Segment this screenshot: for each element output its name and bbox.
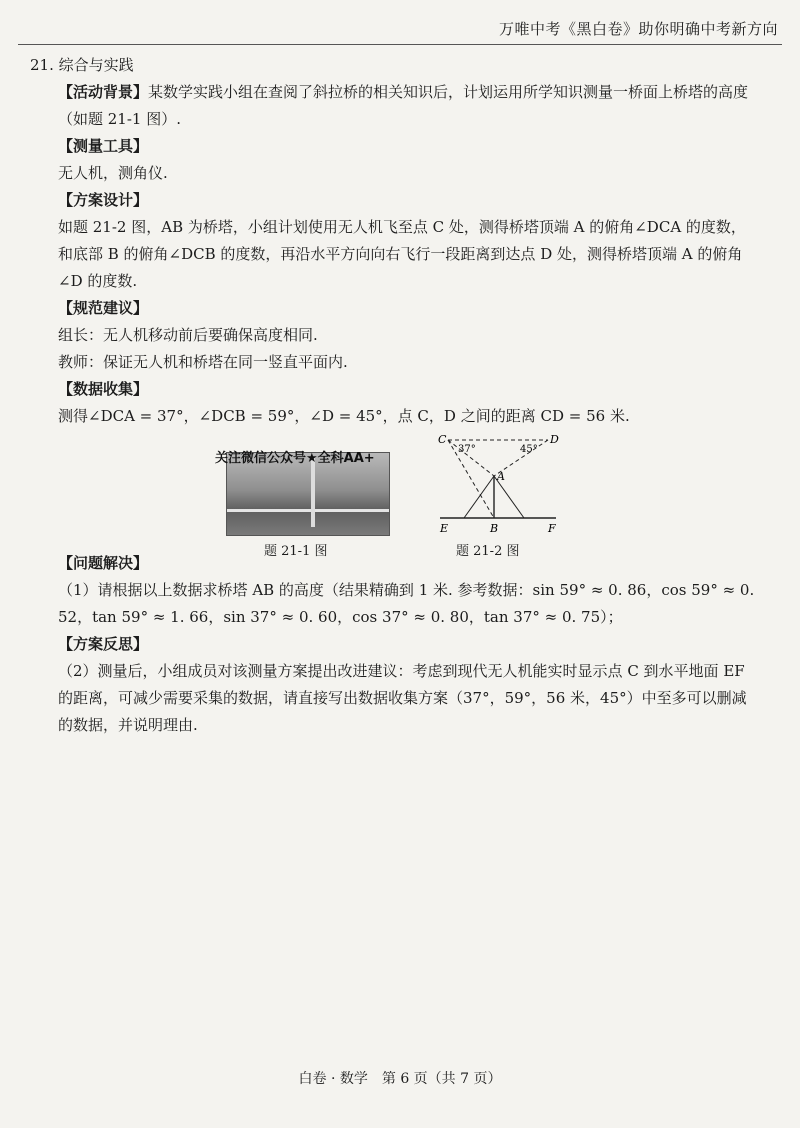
rules-teacher: 教师：保证无人机和桥塔在同一竖直平面内. (58, 353, 348, 371)
data-label: 【数据收集】 (58, 380, 149, 398)
label-D: D (550, 433, 559, 446)
label-A: A (497, 470, 505, 483)
background-paragraph (58, 79, 758, 133)
figures-row (58, 432, 758, 559)
design-text: 如题 21-2 图，AB 为桥塔，小组计划使用无人机飞至点 C 处，测得桥塔顶端 A 的俯角∠DCA 的度数，和底部 B 的俯角∠DCB 的度数，再沿水平方向向右飞行一段距离到达点 D 处，测得桥塔顶端 A 的俯角∠D 的度数. (58, 218, 746, 290)
angle-label-45: 45° (520, 444, 538, 455)
rules-label: 【规范建议】 (58, 299, 149, 317)
data-text: 测得∠DCA = 37°，∠DCB = 59°，∠D = 45°，点 C，D 之间的距离 CD = 56 米. (58, 407, 630, 425)
bridge-diagram (436, 432, 566, 538)
photo-bridge-deck (227, 509, 389, 512)
question-title-line (30, 52, 758, 79)
tools-label: 【测量工具】 (58, 137, 149, 155)
rules-leader: 组长：无人机移动前后要确保高度相同. (58, 326, 318, 344)
label-C: C (438, 433, 447, 446)
question-title: 综合与实践 (58, 56, 134, 74)
photo-watermark: 关注微信公众号★全科AA+ (215, 451, 375, 466)
bridge-photo (215, 451, 390, 536)
cable-left (464, 476, 494, 518)
label-F: F (548, 522, 556, 535)
problem-text: （1）请根据以上数据求桥塔 AB 的高度（结果精确到 1 米. 参考数据：sin 59° ≈ 0. 86，cos 59° ≈ 0. 52，tan 59° ≈ 1. 66，sin 37° ≈ 0. 60，cos 37° ≈ 0. 80，tan 37° ≈ 0. 75）； (58, 581, 755, 626)
header-rule (18, 44, 782, 45)
problem-label: 【问题解决】 (58, 554, 149, 572)
reflection-text: （2）测量后，小组成员对该测量方案提出改进建议：考虑到现代无人机能实时显示点 C 到水平地面 EF 的距离，可减少需要采集的数据，请直接写出数据收集方案（37°，59°，56 米，45°）中至多可以删减的数据，并说明理由. (58, 662, 747, 734)
design-label: 【方案设计】 (58, 191, 149, 209)
tools-text: 无人机，测角仪. (58, 164, 168, 182)
label-E: E (440, 522, 449, 535)
background-label: 【活动背景】 (58, 83, 149, 101)
page-footer: 白卷 · 数学 第 6 页（共 7 页） (298, 1071, 502, 1087)
question-number: 21. (30, 56, 54, 74)
label-B: B (490, 522, 499, 535)
figure-caption-1: 题 21-1 图 (264, 544, 328, 559)
question-21 (30, 52, 758, 739)
background-text: 某数学实践小组在查阅了斜拉桥的相关知识后，计划运用所学知识测量一桥面上桥塔的高度（如题 21-1 图）. (58, 83, 749, 128)
angle-label-37: 37° (458, 444, 476, 455)
reflection-label: 【方案反思】 (58, 635, 149, 653)
figure-caption-2: 题 21-2 图 (456, 544, 520, 559)
header-tagline: 万唯中考《黑白卷》助你明确中考新方向 (498, 20, 778, 38)
